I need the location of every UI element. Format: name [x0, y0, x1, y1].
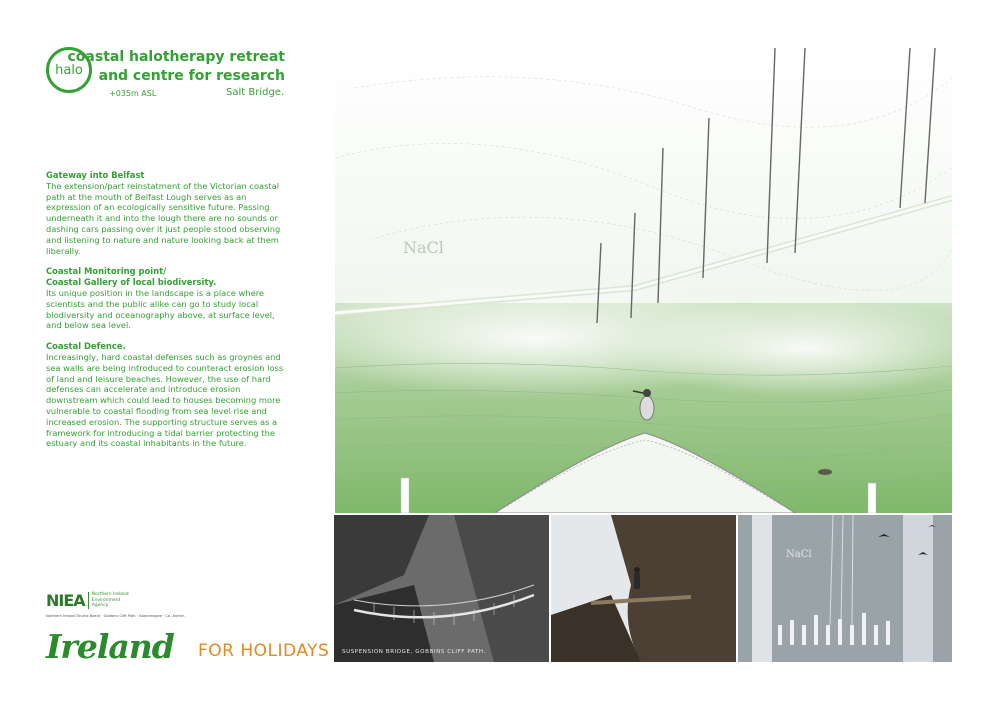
sea-bridge-render [335, 48, 952, 513]
title-line-1: coastal halotherapy retreat [67, 49, 285, 65]
fine-print: Northern Ireland Tourist Board · Gobbins Cliff Path · Islandmagee · Co. Antrim [46, 614, 185, 618]
render-label: NaCl [786, 549, 812, 560]
nacl-overlay-text: NaCl [403, 238, 444, 257]
for-holidays-text: FOR HOLIDAYS [198, 641, 330, 661]
title-line-2: and centre for research [98, 68, 285, 84]
elevation-label: +035m ASL [109, 89, 157, 98]
section-heading: Coastal Monitoring point/ [46, 266, 167, 277]
cliff-path-photo [551, 515, 736, 662]
page-title [68, 48, 286, 86]
niea-line-2: Environment [91, 597, 121, 603]
section-heading: Coastal Gallery of local biodiversity. [46, 277, 217, 288]
nacl-interior-render [738, 515, 952, 662]
site-name: Salt Bridge. [226, 87, 285, 98]
section-body: Its unique position in the landscape is a place where scientists and the public alike can go to study local biodiversity and oceanography above, at surface level, and below sea level. [46, 287, 275, 331]
section-body: The extension/part reinstatment of the Victorian coastal path at the mouth of Belfast Lough serves as an expression of an ecologically sensitive future. Passing underneath it and into the lough there are no sounds or dashing cars passing over it just people stood observing and listening to nature and nature looking back at them liberally. [46, 180, 281, 256]
duck-icon [818, 469, 832, 475]
niea-line-1: Northern Ireland [91, 592, 129, 598]
section-heading: Gateway into Belfast [46, 170, 145, 180]
niea-subtitle [88, 592, 129, 609]
hero-render-image [335, 48, 952, 513]
ireland-wordmark: Ireland [46, 627, 174, 666]
logo-text: halo [55, 62, 83, 78]
niea-mark: NIEA [46, 591, 85, 610]
suspension-bridge-photo [334, 515, 549, 662]
photo-caption: SUSPENSION BRIDGE, GOBBINS CLIFF PATH. [342, 649, 486, 655]
section-heading: Coastal Defence. [46, 341, 126, 352]
niea-logo [46, 591, 129, 610]
section-body: Increasingly, hard coastal defenses such as groynes and sea walls are being introduced to counteract erosion loss of land and leisure beaches. However, the use of hard defenses can accelerate and introduce erosion downstream which could lead to houses becoming more vulnerable to coastal flooding from sea level rise and increased erosion. The supporting structure serves as a framework for introducing a tidal barrier protecting the estuary and its coastal inhabitants in the future. [46, 351, 284, 449]
description-column [46, 170, 286, 459]
niea-line-3: Agency [91, 603, 109, 609]
